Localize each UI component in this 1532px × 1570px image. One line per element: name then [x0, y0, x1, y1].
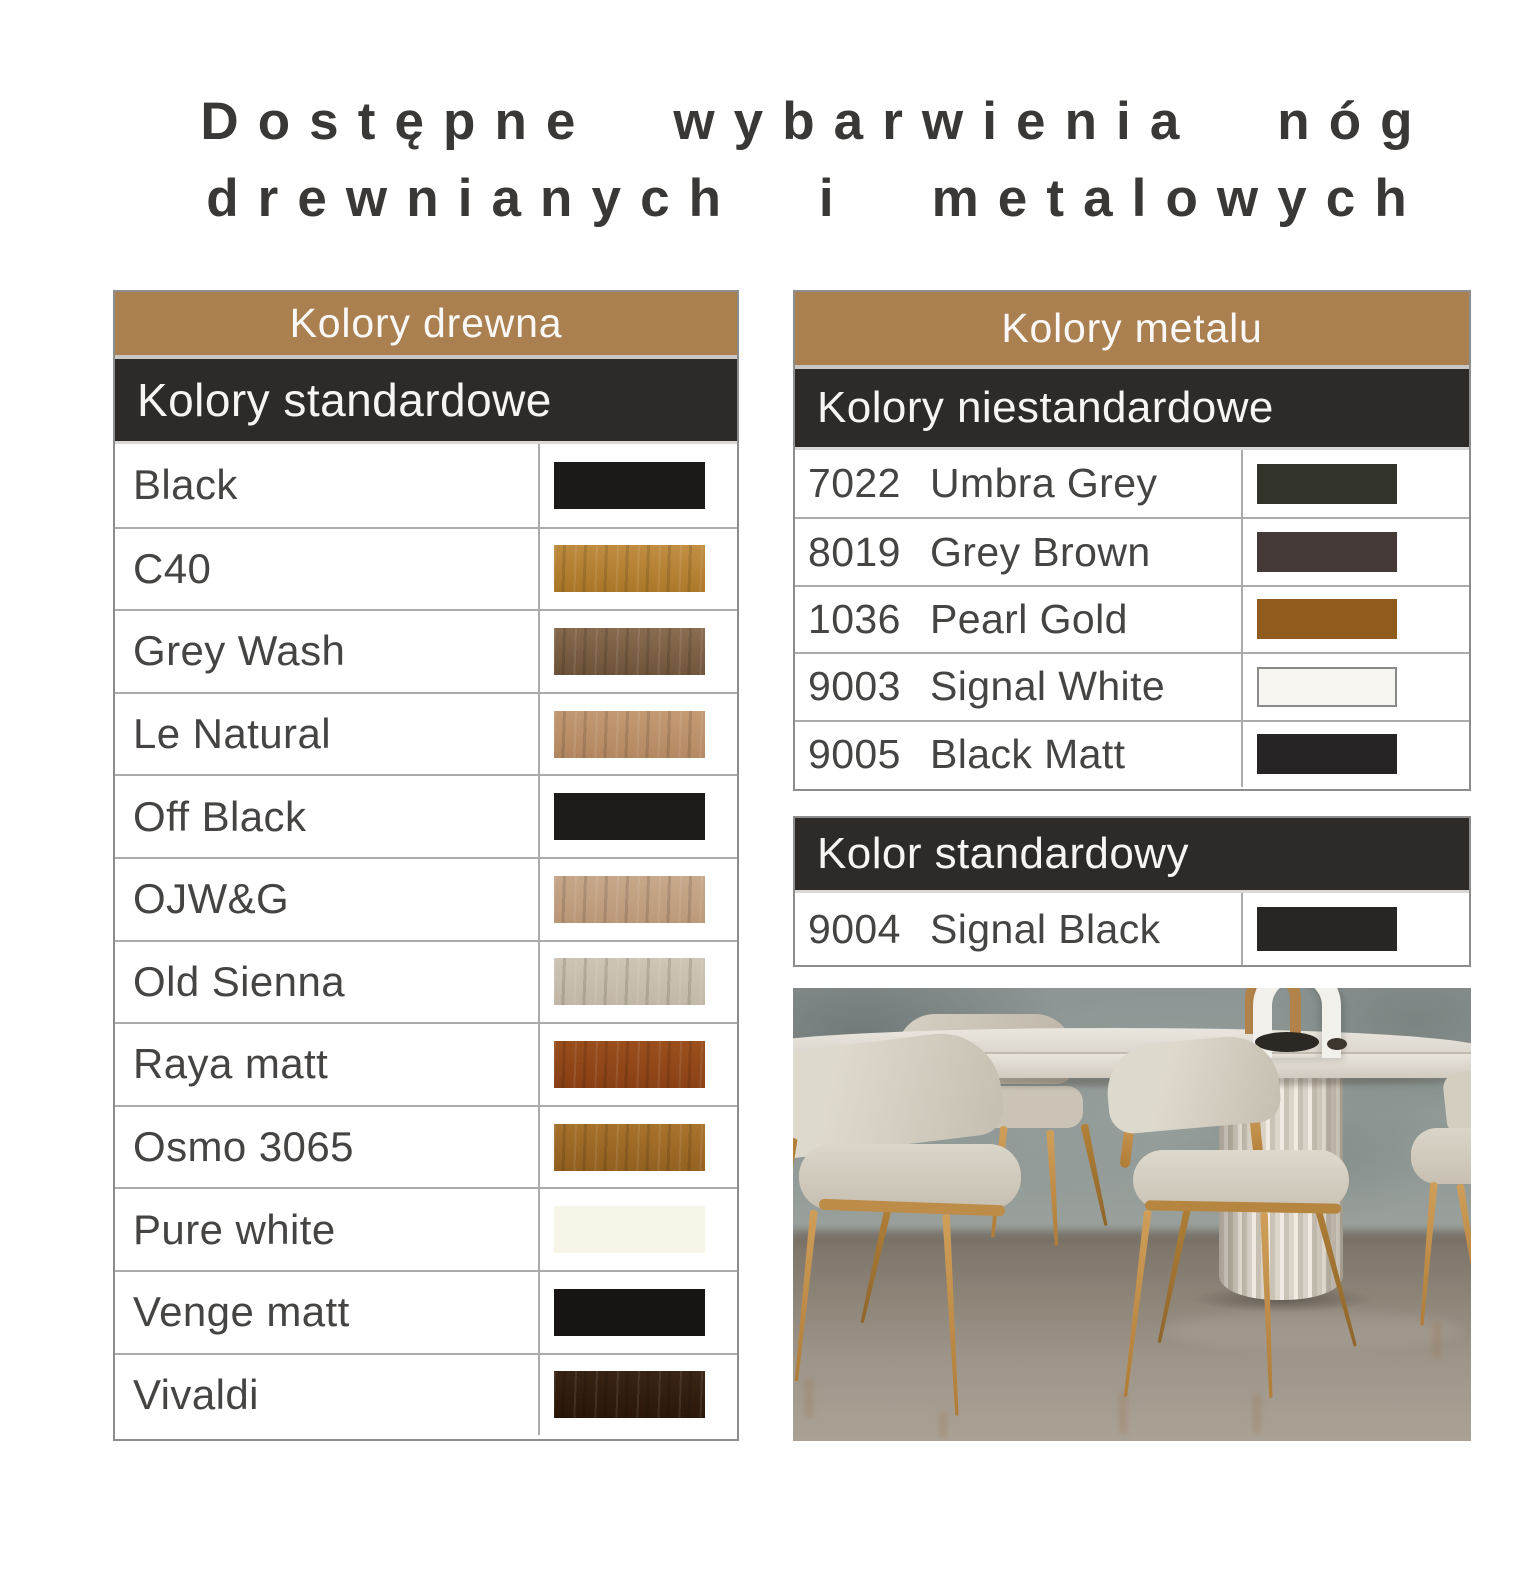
metal-swatch-cell: [1241, 587, 1469, 652]
product-photo: [793, 988, 1471, 1441]
wood-color-name: Pure white: [133, 1205, 336, 1253]
metal-color-label: Signal White: [930, 663, 1166, 710]
metal-color-name: [795, 722, 1241, 787]
wood-color-swatch: [554, 1124, 705, 1171]
wood-color-row: [115, 692, 737, 775]
wood-color-swatch: [554, 876, 705, 923]
wood-color-name: Raya matt: [133, 1040, 329, 1088]
wood-color-name: Off Black: [133, 792, 307, 840]
wood-color-swatch: [554, 958, 705, 1005]
metal-color-row: [795, 652, 1469, 719]
wood-table-subheader-label: Kolory standardowe: [137, 374, 552, 426]
metal-color-rows: [795, 450, 1469, 787]
metal-color-swatch: [1257, 464, 1397, 504]
wood-color-swatch: [554, 545, 705, 592]
floor-reflection: [805, 1378, 813, 1418]
wood-color-name: Venge matt: [133, 1288, 350, 1336]
ral-code: 8019: [808, 528, 901, 575]
wood-table-subheader: [115, 359, 737, 444]
wood-color-swatch: [554, 1206, 705, 1253]
metal-table-header: [795, 292, 1469, 369]
metal-standard-subheader: [795, 818, 1469, 893]
ral-code: 9005: [808, 730, 901, 777]
metal-swatch-cell: [1241, 722, 1469, 787]
wood-color-row: [115, 857, 737, 940]
metal-color-swatch: [1257, 734, 1397, 774]
wood-color-swatch: [554, 1289, 705, 1336]
wood-swatch-cell: [538, 611, 737, 692]
metal-color-name: [795, 587, 1241, 652]
ral-code: 7022: [808, 460, 901, 507]
chair-seat: [1411, 1128, 1471, 1184]
wood-color-row: [115, 444, 737, 527]
wood-color-row: [115, 1270, 737, 1353]
floor-reflection: [1119, 1392, 1127, 1434]
ral-code: 9003: [808, 663, 901, 710]
metal-color-row: [795, 720, 1469, 787]
wood-swatch-cell: [538, 529, 737, 610]
wood-color-swatch: [554, 462, 705, 509]
wood-colors-table: [113, 290, 739, 1441]
wood-color-name: C40: [133, 544, 212, 592]
ral-code: 1036: [808, 595, 901, 642]
wood-swatch-cell: [538, 1189, 737, 1270]
wood-color-name: Black: [133, 461, 238, 509]
metal-standard-table: [793, 816, 1471, 967]
wood-color-row: [115, 1105, 737, 1188]
wood-color-swatch: [554, 628, 705, 675]
wood-color-rows: [115, 444, 737, 1435]
dark-bowl: [1255, 1032, 1319, 1052]
metal-swatch-cell: [1241, 450, 1469, 517]
metal-color-label: Umbra Grey: [930, 460, 1158, 507]
wood-color-row: [115, 940, 737, 1023]
metal-color-swatch: [1257, 599, 1397, 639]
metal-color-swatch: [1257, 532, 1397, 572]
wood-color-name: Grey Wash: [133, 627, 346, 675]
wood-color-swatch: [554, 1041, 705, 1088]
metal-table-subheader: [795, 369, 1469, 450]
metal-swatch-cell: [1241, 893, 1469, 965]
wood-swatch-cell: [538, 694, 737, 775]
wood-color-row: [115, 1022, 737, 1105]
wood-swatch-cell: [538, 444, 737, 527]
metal-standard-subheader-label: Kolor standardowy: [817, 829, 1189, 878]
metal-colors-table: [793, 290, 1471, 791]
wood-color-swatch: [554, 1371, 705, 1418]
wood-color-swatch: [554, 793, 705, 840]
wood-table-header-label: Kolory drewna: [289, 300, 563, 346]
wood-swatch-cell: [538, 776, 737, 857]
metal-color-label: Pearl Gold: [930, 595, 1128, 642]
wood-color-row: [115, 1353, 737, 1436]
metal-color-row: [795, 585, 1469, 652]
wood-swatch-cell: [538, 1355, 737, 1436]
small-cup: [1327, 1038, 1347, 1050]
ral-code: 9004: [808, 905, 901, 952]
metal-color-swatch: [1257, 907, 1397, 951]
wood-swatch-cell: [538, 1107, 737, 1188]
wood-color-name: Vivaldi: [133, 1370, 259, 1418]
wood-color-row: [115, 527, 737, 610]
metal-swatch-cell: [1241, 519, 1469, 584]
metal-color-label: Black Matt: [930, 730, 1126, 777]
wall-floor-boundary: [793, 1228, 1471, 1244]
metal-swatch-cell: [1241, 654, 1469, 719]
wood-swatch-cell: [538, 1272, 737, 1353]
metal-color-name: [795, 450, 1241, 517]
floor-reflection: [939, 1412, 947, 1438]
wood-swatch-cell: [538, 859, 737, 940]
wood-swatch-cell: [538, 942, 737, 1023]
floor-reflection: [1433, 1322, 1441, 1358]
page-title-line1: Dostępne wybarwienia nóg: [200, 92, 1432, 151]
metal-color-name: [795, 519, 1241, 584]
wood-swatch-cell: [538, 1024, 737, 1105]
wood-color-name: Old Sienna: [133, 957, 346, 1005]
metal-color-label: Grey Brown: [930, 528, 1151, 575]
page-title: [84, 84, 1532, 238]
wood-table-header: [115, 292, 737, 359]
metal-color-row: [795, 517, 1469, 584]
wood-color-name: Osmo 3065: [133, 1123, 354, 1171]
wood-color-row: [115, 609, 737, 692]
wood-color-swatch: [554, 711, 705, 758]
metal-color-name: [795, 654, 1241, 719]
metal-color-label: Signal Black: [930, 905, 1161, 952]
metal-table-header-label: Kolory metalu: [1001, 305, 1263, 351]
metal-color-row: [795, 450, 1469, 517]
metal-color-swatch: [1257, 667, 1397, 707]
wood-color-row: [115, 774, 737, 857]
metal-color-name: [795, 893, 1241, 965]
wood-color-name: OJW&G: [133, 875, 290, 923]
metal-table-subheader-label: Kolory niestandardowe: [817, 383, 1274, 432]
metal-color-row: [795, 893, 1469, 965]
wood-color-row: [115, 1187, 737, 1270]
floor-reflection: [1253, 1394, 1261, 1434]
floor-reflection: [1163, 1312, 1463, 1348]
metal-standard-rows: [795, 893, 1469, 965]
page-title-line2: drewnianych i metalowych: [206, 168, 1426, 228]
wood-color-name: Le Natural: [133, 710, 331, 758]
